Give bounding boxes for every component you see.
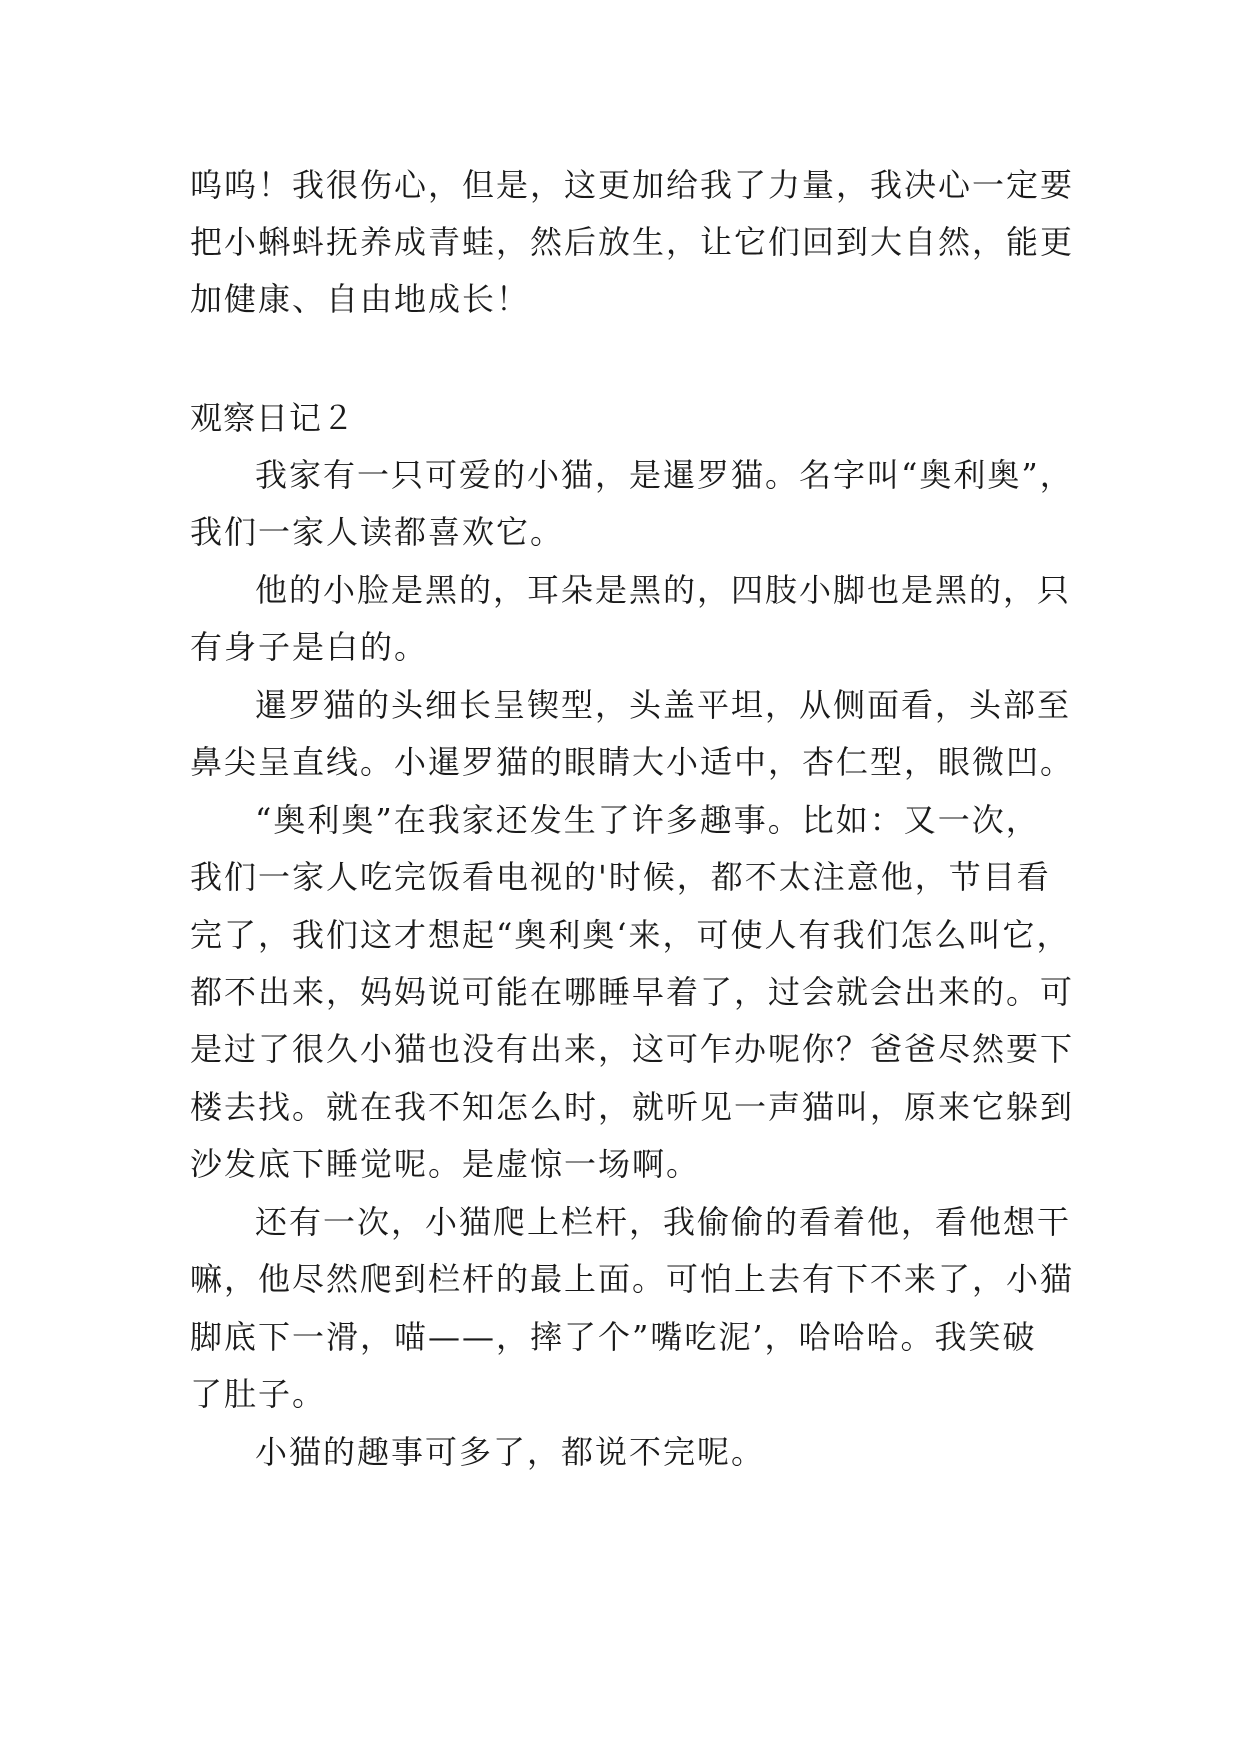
paragraph-line: 楼去找。就在我不知怎么时，就听见一声猫叫，原来它躲到 (190, 1088, 1075, 1126)
paragraph-line: 脚底下一滑，喵——，摔了个”嘴吃泥’，哈哈哈。我笑破 (190, 1318, 1037, 1356)
paragraph-line: 了肚子。 (190, 1375, 327, 1413)
intro-line: 呜呜！我很伤心，但是，这更加给我了力量，我决心一定要 (190, 166, 1075, 204)
paragraph-line: 我家有一只可爱的小猫，是暹罗猫。名字叫“奥利奥”， (255, 456, 1074, 494)
paragraph-line: 完了，我们这才想起“奥利奥‘来，可使人有我们怎么叫它， (190, 916, 1071, 954)
paragraph-line: 都不出来，妈妈说可能在哪睡早着了，过会就会出来的。可 (190, 973, 1075, 1011)
paragraph-line: 小猫的趣事可多了，都说不完呢。 (255, 1433, 766, 1471)
section-title: 观察日记２ (190, 399, 356, 437)
paragraph-line: 鼻尖呈直线。小暹罗猫的眼睛大小适中，杏仁型，眼微凹。 (190, 743, 1075, 781)
paragraph-line: 他的小脸是黑的，耳朵是黑的，四肢小脚也是黑的，只 (255, 571, 1072, 609)
paragraph-line: 沙发底下睡觉呢。是虚惊一场啊。 (190, 1145, 701, 1183)
intro-line: 加健康、自由地成长！ (190, 280, 531, 318)
paragraph-line: 我们一家人吃完饭看电视的'时候，都不太注意他，节目看 (190, 858, 1051, 896)
paragraph-line: 有身子是白的。 (190, 628, 429, 666)
paragraph-line: 我们一家人读都喜欢它。 (190, 513, 565, 551)
paragraph-line: “奥利奥”在我家还发生了许多趣事。比如：又一次， (255, 801, 1040, 839)
paragraph-line: 是过了很久小猫也没有出来，这可乍办呢你？爸爸尽然要下 (190, 1030, 1075, 1068)
paragraph-line: 还有一次，小猫爬上栏杆，我偷偷的看着他，看他想干 (255, 1203, 1072, 1241)
paragraph-line: 嘛，他尽然爬到栏杆的最上面。可怕上去有下不来了，小猫 (190, 1260, 1075, 1298)
intro-line: 把小蝌蚪抚养成青蛙，然后放生，让它们回到大自然，能更 (190, 223, 1075, 261)
paragraph-line: 暹罗猫的头细长呈锲型，头盖平坦，从侧面看，头部至 (255, 686, 1072, 724)
